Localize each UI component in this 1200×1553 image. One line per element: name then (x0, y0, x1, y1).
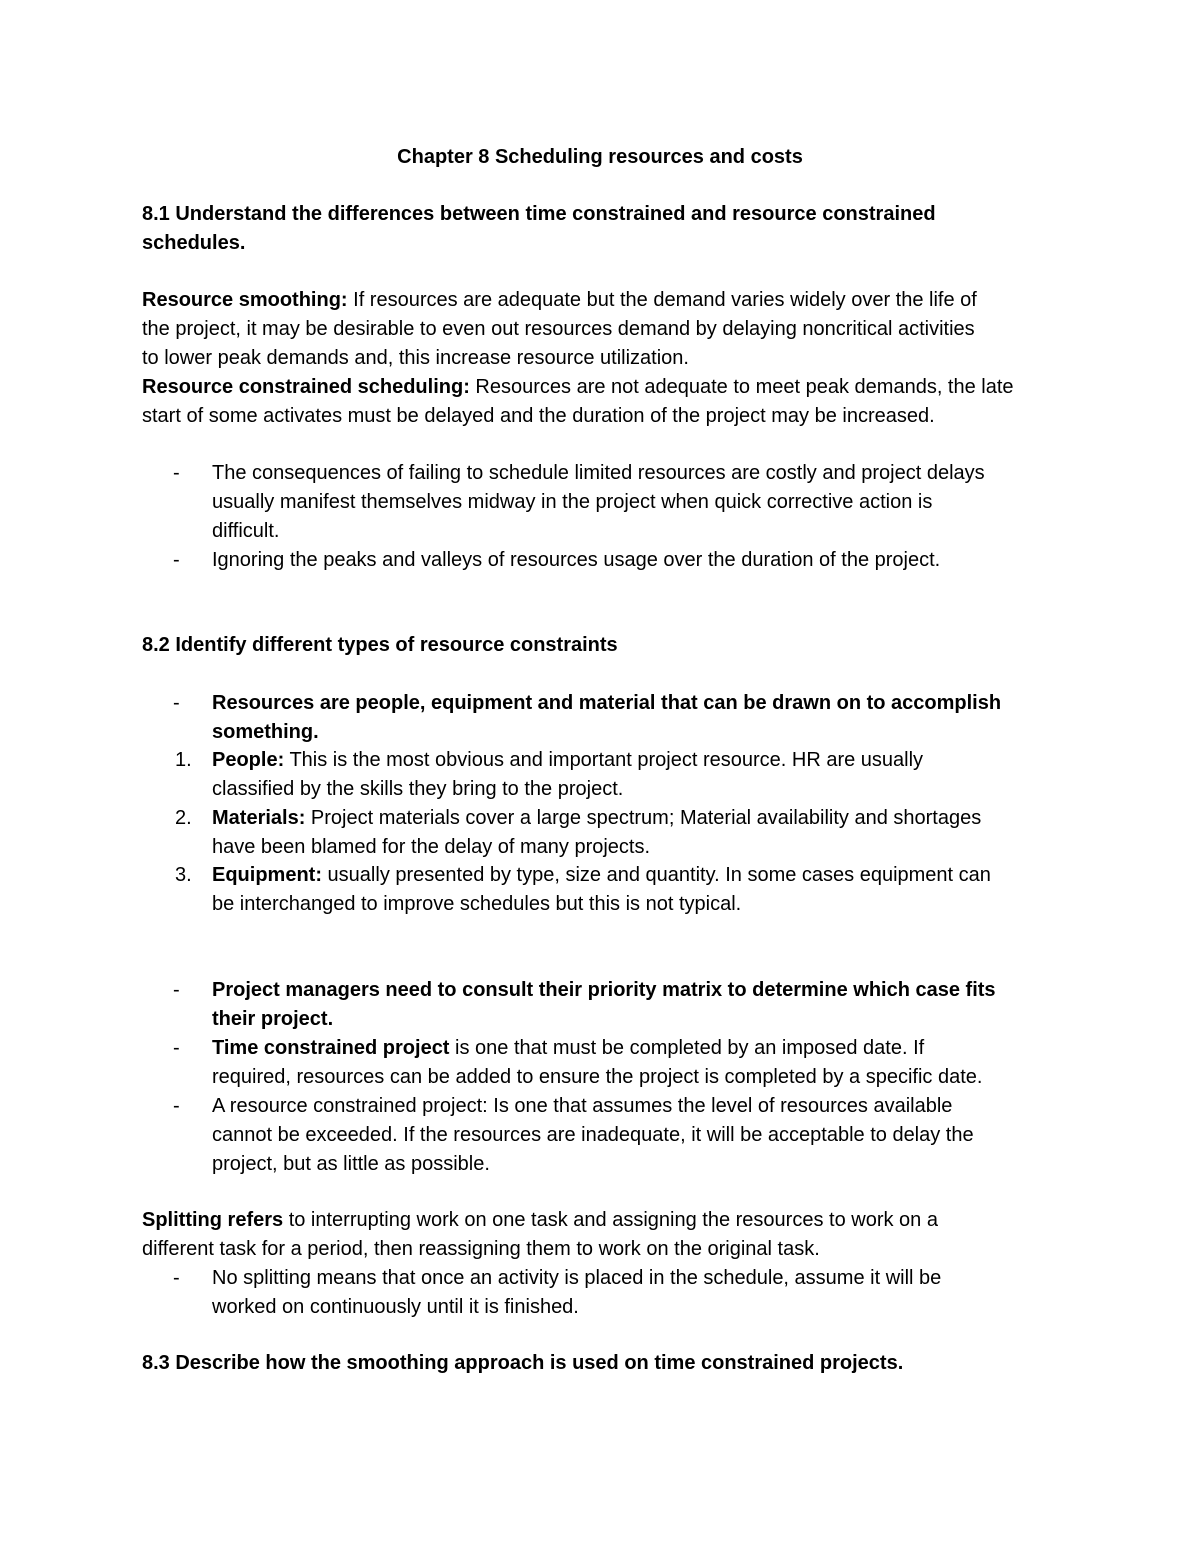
materials-item-line-1 (212, 804, 981, 832)
consequences-bullet-line-2: usually manifest themselves midway in the project when quick corrective action is (212, 491, 933, 513)
time-constrained-bullet-line-1 (212, 1034, 924, 1062)
people-item-line-1 (212, 746, 923, 774)
bullet-marker: - (173, 1095, 180, 1117)
resource-constrained-label: Resource constrained scheduling: (142, 376, 470, 398)
resource-smoothing-paragraph-line-1 (142, 286, 977, 314)
materials-label: Materials: (212, 807, 306, 829)
resource-constrained-text: Resources are not adequate to meet peak demands, the late (469, 376, 1014, 398)
resource-constrained-paragraph-line-2: start of some activates must be delayed and the duration of the project may be increased. (142, 405, 935, 427)
resource-smoothing-text: If resources are adequate but the demand varies widely over the life of (347, 289, 977, 311)
section-8-1-heading-line-1: 8.1 Understand the differences between time constrained and resource constrained (142, 203, 936, 225)
bullet-marker: - (173, 692, 180, 714)
materials-item-line-2: have been blamed for the delay of many projects. (212, 836, 651, 858)
resource-constrained-paragraph-line-1 (142, 373, 1014, 401)
equipment-text: usually presented by type, size and quantity. In some cases equipment can (322, 864, 991, 886)
section-8-2-heading: 8.2 Identify different types of resource constraints (142, 634, 618, 656)
resources-definition-line-1: Resources are people, equipment and material that can be drawn on to accomplish (212, 692, 1002, 714)
splitting-label: Splitting refers (142, 1209, 284, 1231)
resource-smoothing-paragraph-line-2: the project, it may be desirable to even out resources demand by delaying noncritical activities (142, 318, 975, 340)
priority-matrix-bullet-line-1: Project managers need to consult their priority matrix to determine which case fits (212, 979, 996, 1001)
materials-text: Project materials cover a large spectrum; Material availability and shortages (305, 807, 982, 829)
resource-smoothing-label: Resource smoothing: (142, 289, 348, 311)
resource-constrained-project-line-2: cannot be exceeded. If the resources are inadequate, it will be acceptable to delay the (212, 1124, 974, 1146)
no-splitting-bullet-line-1: No splitting means that once an activity is placed in the schedule, assume it will be (212, 1267, 942, 1289)
time-constrained-text: is one that must be completed by an imposed date. If (449, 1037, 925, 1059)
bullet-marker: - (173, 462, 180, 484)
splitting-paragraph-line-2: different task for a period, then reassigning them to work on the original task. (142, 1238, 820, 1260)
peaks-valleys-bullet: Ignoring the peaks and valleys of resources usage over the duration of the project. (212, 549, 941, 571)
bullet-marker: - (173, 549, 180, 571)
bullet-marker: - (173, 1267, 180, 1289)
time-constrained-label: Time constrained project (212, 1037, 450, 1059)
resource-constrained-project-line-1: A resource constrained project: Is one that assumes the level of resources available (212, 1095, 953, 1117)
splitting-text: to interrupting work on one task and assigning the resources to work on a (283, 1209, 938, 1231)
list-number-2: 2. (175, 807, 192, 829)
priority-matrix-bullet-line-2: their project. (212, 1008, 334, 1030)
bullet-marker: - (173, 1037, 180, 1059)
section-8-3-heading: 8.3 Describe how the smoothing approach is used on time constrained projects. (142, 1352, 904, 1374)
consequences-bullet-line-3: difficult. (212, 520, 280, 542)
resources-definition-line-2: something. (212, 721, 319, 743)
people-text: This is the most obvious and important project resource. HR are usually (284, 749, 924, 771)
no-splitting-bullet-line-2: worked on continuously until it is finished. (212, 1296, 579, 1318)
resource-smoothing-paragraph-line-3: to lower peak demands and, this increase resource utilization. (142, 347, 689, 369)
equipment-label: Equipment: (212, 864, 322, 886)
equipment-item-line-2: be interchanged to improve schedules but this is not typical. (212, 893, 742, 915)
people-item-line-2: classified by the skills they bring to the project. (212, 778, 624, 800)
time-constrained-bullet-line-2: required, resources can be added to ensure the project is completed by a specific date. (212, 1066, 983, 1088)
splitting-paragraph-line-1 (142, 1206, 938, 1234)
bullet-marker: - (173, 979, 180, 1001)
page-title: Chapter 8 Scheduling resources and costs (397, 146, 803, 168)
equipment-item-line-1 (212, 861, 991, 889)
consequences-bullet-line-1: The consequences of failing to schedule limited resources are costly and project delays (212, 462, 985, 484)
resource-constrained-project-line-3: project, but as little as possible. (212, 1153, 490, 1175)
list-number-1: 1. (175, 749, 192, 771)
people-label: People: (212, 749, 285, 771)
list-number-3: 3. (175, 864, 192, 886)
section-8-1-heading-line-2: schedules. (142, 232, 246, 254)
